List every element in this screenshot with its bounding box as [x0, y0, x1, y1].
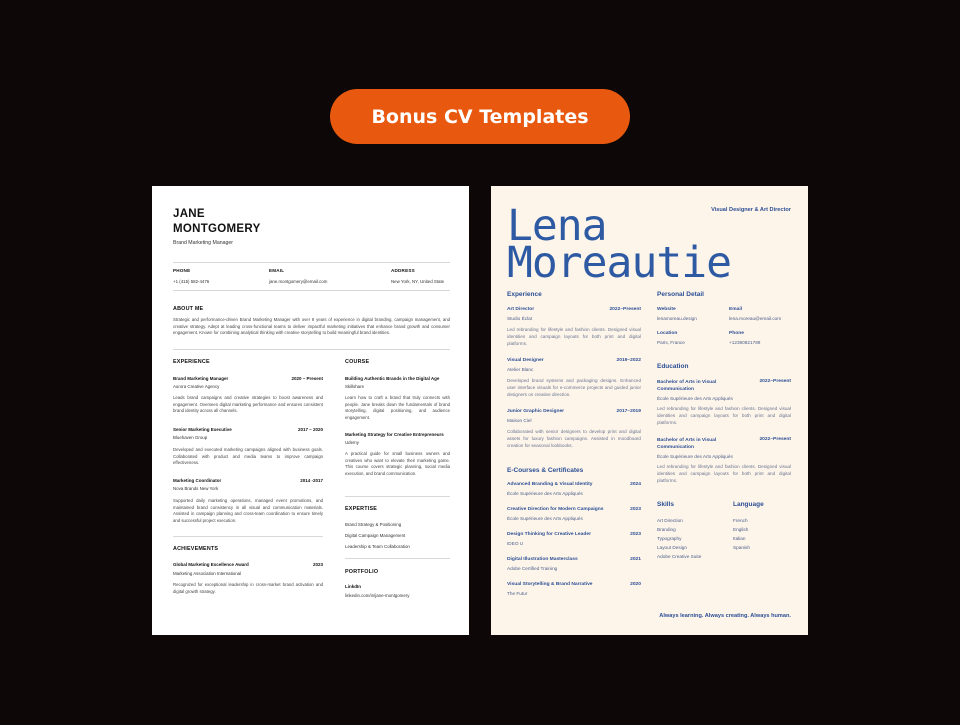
degree-school: École Supérieure des Arts Appliqués	[657, 454, 733, 459]
skill-item: Typography	[657, 536, 682, 541]
job-company: Maison Ciel	[507, 418, 532, 423]
course-name: Building Authentic Brands in the Digital Age	[345, 376, 440, 381]
job-title: Brand Marketing Manager	[173, 376, 229, 381]
course-name: Marketing Strategy for Creative Entrepreneurs	[345, 432, 444, 437]
job-title: Marketing Coordinator	[173, 478, 222, 483]
email-label: EMAIL	[269, 268, 285, 273]
course-org: The Futur	[507, 591, 528, 596]
expertise-item: Digital Campaign Management	[345, 533, 406, 538]
skills-list	[657, 516, 701, 561]
phone-value: +12390821789	[729, 340, 761, 345]
language-title: Language	[733, 501, 764, 508]
job-company: Nova Brands New York	[173, 486, 219, 491]
skill-item: Branding	[657, 527, 676, 532]
address-value: New York, NY, United State	[391, 279, 445, 284]
degree-title: Bachelor of Arts in Visual Communication	[657, 438, 717, 450]
job-company: Studio Éclat	[507, 316, 533, 321]
courses-title: E-Courses & Certificates	[507, 467, 584, 474]
address-label: ADDRESS	[391, 268, 415, 273]
cv-tagline: Visual Designer & Art Director	[711, 207, 791, 213]
website-label: Website	[657, 307, 676, 312]
achievement-title: Global Marketing Excellence Award	[173, 562, 249, 567]
phone-label: Phone	[729, 331, 744, 336]
course-org: Udemy	[345, 440, 359, 445]
job-date: 2014 -2017	[300, 478, 323, 483]
course-org: IDEO U	[507, 541, 524, 546]
degree-text: Led rebranding for lifestyle and fashion clients. Designed visual identities and campaign layouts for both print and digital platforms.	[657, 406, 791, 425]
cv-last-name: Moreautie	[507, 238, 731, 288]
job-description: Led rebranding for lifestyle and fashion clients. Designed visual identities and campaign layouts for both print and digital platforms.	[507, 327, 641, 346]
experience-title: EXPERIENCE	[173, 359, 210, 365]
divider	[345, 558, 450, 559]
divider	[345, 496, 450, 497]
job-description: Collaborated with senior designers to develop print and digital assets for luxury fashion campaigns. Assisted in moodboard creation for seasonal lookbooks.	[507, 429, 641, 448]
education-title: Education	[657, 363, 689, 370]
course-org: École Supérieure des Arts Appliqués	[507, 516, 583, 521]
course-name: Design Thinking for Creative Leader	[507, 532, 591, 537]
portfolio-link: linkedin.com/in/jane-montgomery	[345, 593, 410, 598]
job-title: Visual Designer	[507, 358, 544, 363]
cv-first-name: Lena	[507, 201, 607, 251]
portfolio-title: PORTFOLIO	[345, 569, 379, 575]
course-name: Visual Storytelling & Brand Narrative	[507, 582, 593, 587]
divider	[173, 536, 323, 537]
language-list	[733, 516, 750, 552]
course-name: Creative Direction for Modern Campaigns	[507, 507, 604, 512]
course-year: 2023	[630, 507, 641, 512]
degree-date: 2022–Present	[759, 379, 791, 384]
job-title: Junior Graphic Designer	[507, 409, 565, 414]
job-description: Supported daily marketing operations, managed event promotions, and maintained brand consistency in all visual and communication materials. Assisted in campaign planning and cross-team coordination to ensure timely and successful project execution.	[173, 498, 323, 524]
course-year: 2021	[630, 557, 641, 562]
phone-value: +1 (415) 582-4476	[173, 279, 210, 284]
job-date: 2019–2022	[616, 358, 641, 363]
about-title: ABOUT ME	[173, 306, 204, 312]
degree-date: 2022–Present	[759, 437, 791, 442]
course-org: École Supérieure des Arts Appliqués	[507, 491, 583, 496]
job-date: 2020 – Present	[291, 376, 323, 381]
job-description: Leads brand campaigns and creative strategies to boost awareness and engagement. Oversees digital marketing performance and ensures consistent brand identity across all channels.	[173, 395, 323, 414]
job-title: Senior Marketing Executive	[173, 427, 232, 432]
expertise-item: Brand Strategy & Positioning	[345, 522, 402, 527]
degree-title: Bachelor of Arts in Visual Communication	[657, 380, 717, 392]
language-item: Spanish	[733, 545, 750, 550]
course-name: Digital Illustration Masterclass	[507, 557, 578, 562]
language-item: Italian	[733, 536, 746, 541]
achievement-text: Recognized for exceptional leadership in cross-market brand activation and digital growth strategy.	[173, 582, 323, 594]
location-value: Paris, France	[657, 340, 685, 345]
job-company: Aurora Creative Agency	[173, 384, 220, 389]
cv-footer-slogan: Always learning. Always creating. Always human.	[659, 613, 791, 619]
about-text: Strategic and performance-driven Brand Marketing Manager with over 8 years of experience in digital branding, campaign management, and creative strategy. Adept at leading cross-functional teams to deliver impactful marketing initiatives that enhance brand growth and consumer engagement. Known for combining analytical thinking with creative storytelling to build meaningful brand identities.	[173, 317, 450, 336]
location-label: Location	[657, 331, 678, 336]
skill-item: Art Direction	[657, 518, 683, 523]
website-value: lenamoreau.design	[657, 316, 697, 321]
cv-template-jane-montgomery	[152, 186, 469, 635]
personal-detail-title: Personal Detail	[657, 291, 704, 298]
email-value: jane.montgomery@email.com	[269, 279, 328, 284]
job-company: Atelier Blanc	[507, 367, 534, 372]
cv-role: Brand Marketing Manager	[173, 240, 233, 246]
course-year: 2023	[630, 532, 641, 537]
course-year: 2020	[630, 582, 641, 587]
experience-title: Experience	[507, 291, 542, 298]
job-title: Art Director	[507, 307, 535, 312]
course-text: Learn how to craft a brand that truly connects with people. Jane breaks down the fundamentals of brand storytelling, digital positioning, and audience engagement.	[345, 395, 450, 421]
course-year: 2024	[630, 482, 641, 487]
job-company: Bluehaven Group	[173, 435, 208, 440]
degree-school: École Supérieure des Arts Appliqués	[657, 396, 733, 401]
email-value: lena.moreau@email.com	[729, 316, 782, 321]
skill-item: Layout Design	[657, 545, 687, 550]
email-label: Email	[729, 307, 743, 312]
job-description: Developed and executed marketing campaigns aligned with business goals. Collaborated with product and media teams to improve campaign effectiveness.	[173, 447, 323, 466]
course-org: Adobe Certified Training	[507, 566, 558, 571]
course-text: A practical guide for small business owners and creatives who want to elevate their marketing game. This course covers strategic planning, social media execution, and brand communication.	[345, 451, 450, 477]
skills-title: Skills	[657, 501, 674, 508]
phone-label: PHONE	[173, 268, 191, 273]
job-date: 2022–Present	[609, 307, 641, 312]
divider	[173, 349, 450, 350]
divider	[173, 290, 450, 291]
bonus-cv-templates-badge: Bonus CV Templates	[330, 89, 630, 144]
course-name: Advanced Branding & Visual Identity	[507, 482, 593, 487]
divider	[173, 262, 450, 263]
language-item: French	[733, 518, 748, 523]
cv-name: JANE MONTGOMERY	[173, 208, 261, 235]
course-org: Skillshare	[345, 384, 365, 389]
cv-template-lena-moreautie	[491, 186, 808, 635]
achievement-date: 2023	[312, 562, 323, 567]
degree-text: Led rebranding for lifestyle and fashion clients. Designed visual identities and campaign layouts for both print and digital platforms.	[657, 464, 791, 483]
course-title: COURSE	[345, 359, 370, 365]
achievements-title: ACHIEVEMENTS	[173, 546, 219, 552]
achievement-org: Marketing Association International	[173, 571, 242, 576]
portfolio-label: LinkdIn	[345, 584, 361, 589]
job-date: 2017 – 2020	[297, 427, 323, 432]
job-date: 2017–2019	[616, 409, 641, 414]
expertise-title: EXPERTISE	[345, 506, 378, 512]
skill-item: Adobe Creative Suite	[657, 554, 702, 559]
expertise-item: Leadership & Team Collaboration	[345, 544, 410, 549]
language-item: English	[733, 527, 749, 532]
job-description: Developed brand systems and packaging designs. Enhanced user interface visuals for e-commerce projects and guided junior designers on creative direction.	[507, 378, 641, 397]
